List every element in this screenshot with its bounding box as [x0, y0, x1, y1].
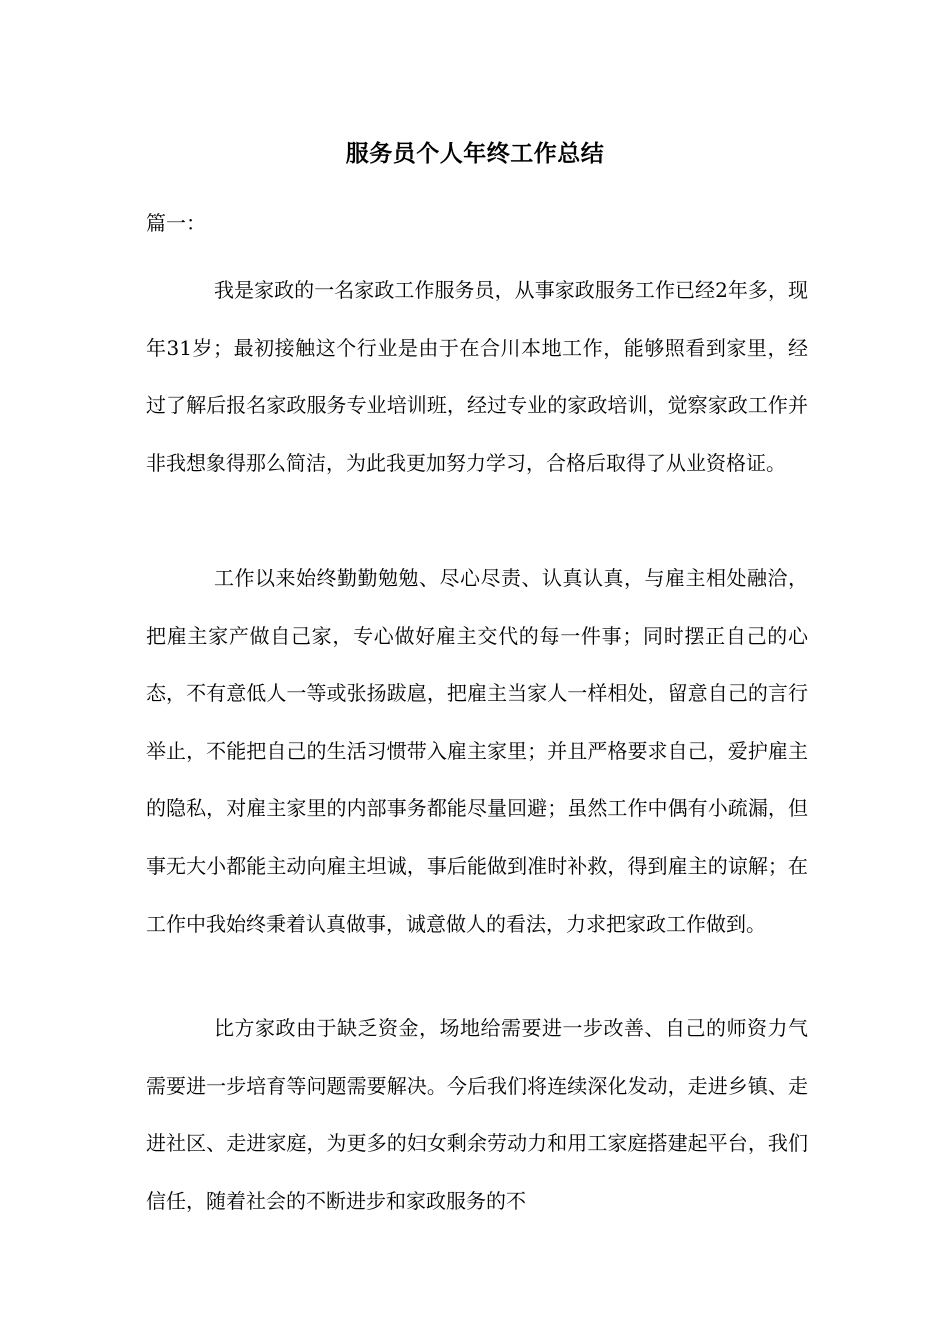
paragraph-1: 我是家政的一名家政工作服务员，从事家政服务工作已经2年多，现年31岁；最初接触这个行业是由于在合川本地工作，能够照看到家里，经过了解后报名家政服务专业培训班，经过专业的家政培训，觉察家政工作并非我想象得那么简洁，为此我更加努力学习，合格后取得了从业资格证。 — [146, 278, 808, 475]
document-title: 服务员个人年终工作总结 — [345, 141, 605, 167]
section-label: 篇一： — [146, 211, 206, 235]
paragraph-2: 工作以来始终勤勤勉勉、尽心尽责、认真认真，与雇主相处融洽，把雇主家产做自己家，专心做好雇主交代的每一件事；同时摆正自己的心态，不有意低人一等或张扬跋扈，把雇主当家人一样相处，留意自己的言行举止，不能把自己的生活习惯带入雇主家里；并且严格要求自己，爱护雇主的隐私，对雇主家里的内部事务都能尽量回避；虽然工作中偶有小疏漏，但事无大小都能主动向雇主坦诚，事后能做到准时补救，得到雇主的谅解；在工作中我始终秉着认真做事，诚意做人的看法，力求把家政工作做到。 — [146, 566, 808, 936]
paragraph-3: 比方家政由于缺乏资金，场地给需要进一步改善、自己的师资力气需要进一步培育等问题需要解决。今后我们将连续深化发动，走进乡镇、走进社区、走进家庭，为更多的妇女剩余劳动力和用工家庭搭建起平台，我们信任，随着社会的不断进步和家政服务的不 — [146, 1016, 808, 1213]
